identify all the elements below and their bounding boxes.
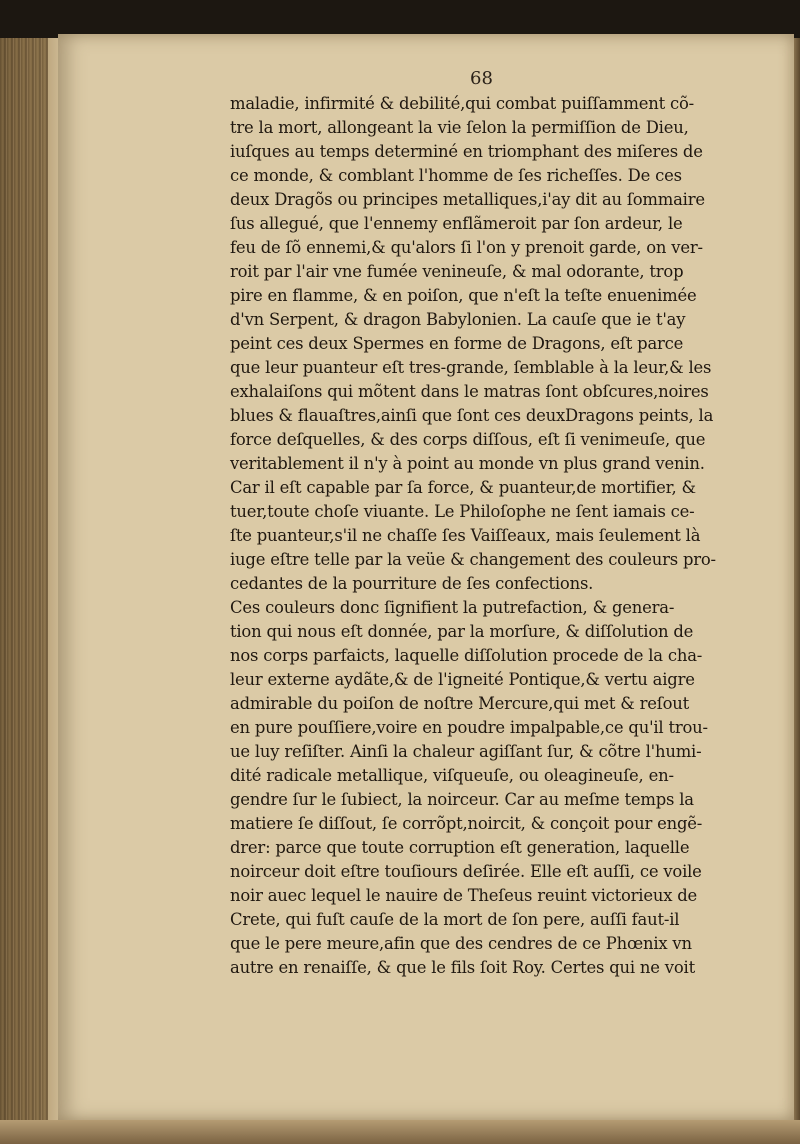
text-line: ſus allegué, que l'ennemy enflãmeroit par ſon ardeur, le — [230, 214, 683, 233]
text-line: que le pere meure,afin que des cendres de ce Phœnix vn — [230, 934, 692, 953]
text-line: ue luy reſiſter. Ainſi la chaleur agiſſant ſur, & cõtre l'humi- — [230, 742, 702, 761]
text-line: que leur puanteur eſt tres-grande, ſemblable à la leur,& les — [230, 358, 712, 377]
text-line: cedantes de la pourriture de ſes confections. — [230, 574, 594, 593]
text-line: pire en flamme, & en poiſon, que n'eſt la teſte enuenimée — [230, 286, 697, 305]
text-line: deux Dragõs ou principes metalliques,i'ay dit au ſommaire — [230, 190, 705, 209]
text-line: admirable du poiſon de noſtre Mercure,qui met & reſout — [230, 694, 690, 713]
text-line: Ces couleurs donc ſignifient la putrefaction, & genera- — [230, 598, 675, 617]
text-line: iuſques au temps determiné en triomphant des miſeres de — [230, 142, 703, 161]
text-line: gendre ſur le ſubiect, la noirceur. Car au meſme temps la — [230, 790, 694, 809]
text-line: autre en renaiſſe, & que le fils ſoit Roy. Certes qui ne voit — [230, 958, 695, 977]
text-line: feu de ſõ ennemi,& qu'alors ſi l'on y prenoit garde, on ver- — [230, 238, 703, 257]
text-line: drer: parce que toute corruption eſt generation, laquelle — [230, 838, 690, 857]
text-line: d'vn Serpent, & dragon Babylonien. La cauſe que ie t'ay — [230, 310, 686, 329]
book-bottom-edge — [0, 1120, 800, 1144]
text-line: Crete, qui fuſt cauſe de la mort de ſon pere, auſſi faut-il — [230, 910, 680, 929]
text-line: blues & flauaſtres,ainſi que ſont ces deuxDragons peints, la — [230, 406, 714, 425]
text-line: noir auec lequel le nauire de Theſeus reuint victorieux de — [230, 886, 698, 905]
text-line: dité radicale metallique, viſqueuſe, ou oleagineuſe, en- — [230, 766, 674, 785]
text-line: ce monde, & comblant l'homme de ſes richeſſes. De ces — [230, 166, 682, 185]
text-line: maladie, infirmité & debilité,qui combat puiſſamment cõ- — [230, 94, 694, 113]
page-body-text — [230, 92, 770, 980]
text-line: tuer,toute choſe viuante. Le Philoſophe ne ſent iamais ce- — [230, 502, 695, 521]
text-line: peint ces deux Spermes en forme de Dragons, eſt parce — [230, 334, 684, 353]
text-line: veritablement il n'y à point au monde vn plus grand venin. — [230, 454, 705, 473]
text-line: iuge eſtre telle par la veüe & changement des couleurs pro- — [230, 550, 716, 569]
text-line: matiere ſe diſſout, ſe corrõpt,noircit, & conçoit pour engẽ- — [230, 814, 703, 833]
page-number: 68 — [470, 68, 493, 89]
text-line: Car il eſt capable par ſa force, & puanteur,de mortifier, & — [230, 478, 696, 497]
scanner-top-border — [0, 0, 800, 38]
text-line: tion qui nous eſt donnée, par la morſure, & diſſolution de — [230, 622, 694, 641]
text-line: nos corps parfaicts, laquelle diſſolution procede de la cha- — [230, 646, 703, 665]
text-line: roit par l'air vne fumée venineuſe, & mal odorante, trop — [230, 262, 684, 281]
text-line: ſte puanteur,s'il ne chaſſe ſes Vaiſſeaux, mais ſeulement là — [230, 526, 701, 545]
text-line: noirceur doit eſtre touſiours deſirée. Elle eſt auſſi, ce voile — [230, 862, 702, 881]
text-line: tre la mort, allongeant la vie ſelon la permiſſion de Dieu, — [230, 118, 689, 137]
text-line: force deſquelles, & des corps diſſous, eſt ſi venimeuſe, que — [230, 430, 706, 449]
text-line: exhalaiſons qui mõtent dans le matras ſont obſcures,noires — [230, 382, 709, 401]
text-line: en pure pouſſiere,voire en poudre impalpable,ce qu'il trou- — [230, 718, 708, 737]
book-page-edges — [0, 38, 48, 1144]
text-line: leur externe aydãte,& de l'igneité Pontique,& vertu aigre — [230, 670, 695, 689]
